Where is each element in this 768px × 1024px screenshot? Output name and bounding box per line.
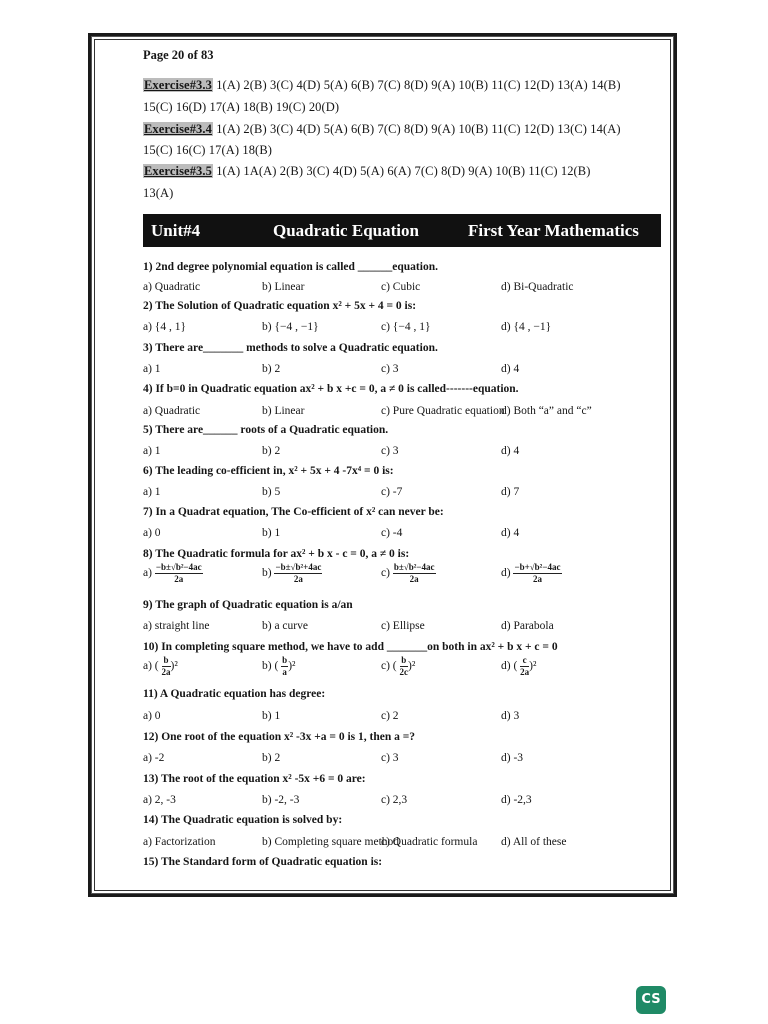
question-text: 7) In a Quadrat equation, The Co-efficient of x² can never be: <box>143 506 444 518</box>
answer-values: 1(A) 1A(A) 2(B) 3(C) 4(D) 5(A) 6(A) 7(C) 8(D) 9(A) 10(B) 11(C) 12(B) <box>216 164 591 178</box>
answer-values-continued: 15(C) 16(C) 17(A) 18(B) <box>143 143 273 157</box>
subject-label: First Year Mathematics <box>468 221 639 240</box>
fraction-denominator: 2a <box>161 667 171 677</box>
fraction-denominator: 2a <box>293 574 303 584</box>
fraction-numerator: b±√b²−4ac <box>393 562 435 572</box>
option-c: c) Quadratic formula <box>381 836 478 848</box>
option-prefix: d) ( <box>501 660 518 673</box>
question-text: 15) The Standard form of Quadratic equation is: <box>143 856 383 868</box>
option-prefix: c) <box>381 567 390 580</box>
answer-values: 1(A) 2(B) 3(C) 4(D) 5(A) 6(B) 7(C) 8(D) 9(A) 10(B) 11(C) 12(D) 13(A) 14(B) <box>216 78 621 92</box>
exercise-label: Exercise#3.4 <box>144 122 212 136</box>
option-c: c) 3 <box>381 445 399 457</box>
option-prefix: a) <box>143 567 152 580</box>
fraction-numerator: −b+√b²−4ac <box>514 562 561 572</box>
option-c: c) Ellipse <box>381 620 425 632</box>
exercise-label: Exercise#3.3 <box>144 78 212 92</box>
question-text: 2) The Solution of Quadratic equation x² + 5x + 4 = 0 is: <box>143 300 417 312</box>
option-prefix: d) <box>501 567 511 580</box>
answer-line <box>143 122 621 137</box>
fraction-numerator: c <box>520 655 529 667</box>
question-text: 13) The root of the equation x² -5x +6 = 0 are: <box>143 773 366 785</box>
option-d <box>501 655 536 678</box>
option-c: c) 2,3 <box>381 794 408 806</box>
option-a: a) {4 , 1} <box>143 321 186 333</box>
answer-values: 1(A) 2(B) 3(C) 4(D) 5(A) 6(B) 7(C) 8(D) 9(A) 10(B) 11(C) 12(D) 13(C) 14(A) <box>216 122 621 136</box>
question-text: 4) If b=0 in Quadratic equation ax² + b x +c = 0, a ≠ 0 is called-------equation. <box>143 383 519 395</box>
fraction-denominator: 2a <box>520 667 530 677</box>
option-a: a) Factorization <box>143 836 216 848</box>
option-a: a) 0 <box>143 710 161 722</box>
option-prefix: c) ( <box>381 660 397 673</box>
option-b: b) 2 <box>262 363 281 375</box>
question-text: 5) There are______ roots of a Quadratic equation. <box>143 424 389 436</box>
page-number: Page 20 of 83 <box>143 48 214 62</box>
option-prefix: b) ( <box>262 660 279 673</box>
question-text: 11) A Quadratic equation has degree: <box>143 688 326 700</box>
option-a: a) 2, -3 <box>143 794 176 806</box>
fraction-denominator: 2c <box>399 667 409 677</box>
option-c: c) 3 <box>381 752 399 764</box>
option-d <box>501 562 562 585</box>
option-d: d) {4 , −1} <box>501 321 552 333</box>
option-suffix: )² <box>408 660 416 673</box>
option-b: b) {−4 , −1} <box>262 321 319 333</box>
fraction-numerator: −b±√b²−4ac <box>155 562 202 572</box>
unit-label: Unit#4 <box>151 221 201 240</box>
option-c <box>381 562 436 585</box>
question-text: 9) The graph of Quadratic equation is a/an <box>143 599 353 611</box>
fraction-numerator: −b±√b²+4ac <box>275 562 322 572</box>
option-c: c) -4 <box>381 527 403 539</box>
option-a <box>143 562 203 585</box>
option-a: a) 1 <box>143 445 161 457</box>
fraction <box>520 655 529 678</box>
option-c: c) 2 <box>381 710 399 722</box>
option-suffix: )² <box>288 660 296 673</box>
option-suffix: )² <box>529 660 537 673</box>
answer-line <box>143 164 591 179</box>
option-a: a) -2 <box>143 752 165 764</box>
option-d: d) 4 <box>501 527 520 539</box>
option-prefix: a) ( <box>143 660 159 673</box>
option-d: d) 3 <box>501 710 520 722</box>
fraction <box>274 562 322 585</box>
option-c: c) Cubic <box>381 281 421 293</box>
option-b: b) 5 <box>262 486 281 498</box>
fraction <box>400 655 409 678</box>
option-a: a) 1 <box>143 363 161 375</box>
question-text: 8) The Quadratic formula for ax² + b x - c = 0, a ≠ 0 is: <box>143 548 410 560</box>
option-b: b) Linear <box>262 281 305 293</box>
option-d: d) All of these <box>501 836 567 848</box>
option-b: b) 1 <box>262 710 281 722</box>
option-d: d) -3 <box>501 752 524 764</box>
fraction-denominator: 2a <box>532 574 542 584</box>
answer-values-continued: 15(C) 16(D) 17(A) 18(B) 19(C) 20(D) <box>143 100 340 114</box>
option-b: b) -2, -3 <box>262 794 300 806</box>
fraction-numerator: b <box>401 655 407 665</box>
fraction <box>155 562 203 585</box>
option-d: d) 4 <box>501 445 520 457</box>
option-d: d) Both “a” and “c” <box>501 405 592 417</box>
unit-banner <box>143 214 661 247</box>
topic-label: Quadratic Equation <box>273 221 419 240</box>
option-c: c) Pure Quadratic equation <box>381 405 505 417</box>
question-text: 12) One root of the equation x² -3x +a = 0 is 1, then a =? <box>143 731 416 743</box>
question-text: 14) The Quadratic equation is solved by: <box>143 814 343 826</box>
option-suffix: )² <box>170 660 178 673</box>
option-b: b) Linear <box>262 405 305 417</box>
fraction-numerator: b <box>163 655 169 665</box>
option-b <box>262 562 322 585</box>
option-a: a) Quadratic <box>143 405 201 417</box>
option-d: d) 7 <box>501 486 520 498</box>
question-text: 10) In completing square method, we have to add _______on both in ax² + b x + c = 0 <box>143 641 558 653</box>
fraction-denominator: 2a <box>409 574 419 584</box>
option-b: b) 2 <box>262 445 281 457</box>
option-d: d) Bi-Quadratic <box>501 281 574 293</box>
exercise-label: Exercise#3.5 <box>144 164 212 178</box>
fraction <box>162 655 171 678</box>
option-prefix: b) <box>262 567 272 580</box>
answer-line <box>143 78 621 93</box>
fraction-numerator: b <box>282 655 288 665</box>
option-c: c) {−4 , 1} <box>381 321 431 333</box>
option-a <box>143 655 178 678</box>
question-text: 3) There are_______ methods to solve a Quadratic equation. <box>143 342 438 354</box>
option-b: b) a curve <box>262 620 308 632</box>
option-b: b) Completing square method <box>262 836 400 848</box>
option-d: d) 4 <box>501 363 520 375</box>
option-d: d) Parabola <box>501 620 554 632</box>
option-a: a) Quadratic <box>143 281 201 293</box>
fraction <box>513 562 561 585</box>
fraction-denominator: a <box>282 667 287 677</box>
option-b: b) 1 <box>262 527 281 539</box>
option-b: b) 2 <box>262 752 281 764</box>
option-a: a) 0 <box>143 527 161 539</box>
option-b <box>262 655 295 678</box>
fraction <box>393 562 436 585</box>
option-c: c) -7 <box>381 486 403 498</box>
option-a: a) 1 <box>143 486 161 498</box>
option-c: c) 3 <box>381 363 399 375</box>
question-text: 6) The leading co-efficient in, x² + 5x + 4 -7x⁴ = 0 is: <box>143 465 394 477</box>
option-a: a) straight line <box>143 620 210 632</box>
answer-values-continued: 13(A) <box>143 186 174 200</box>
question-text: 1) 2nd degree polynomial equation is called ______equation. <box>143 261 438 273</box>
camscanner-logo: CS <box>636 986 666 1014</box>
option-c <box>381 655 415 678</box>
option-d: d) -2,3 <box>501 794 532 806</box>
fraction-denominator: 2a <box>174 574 184 584</box>
